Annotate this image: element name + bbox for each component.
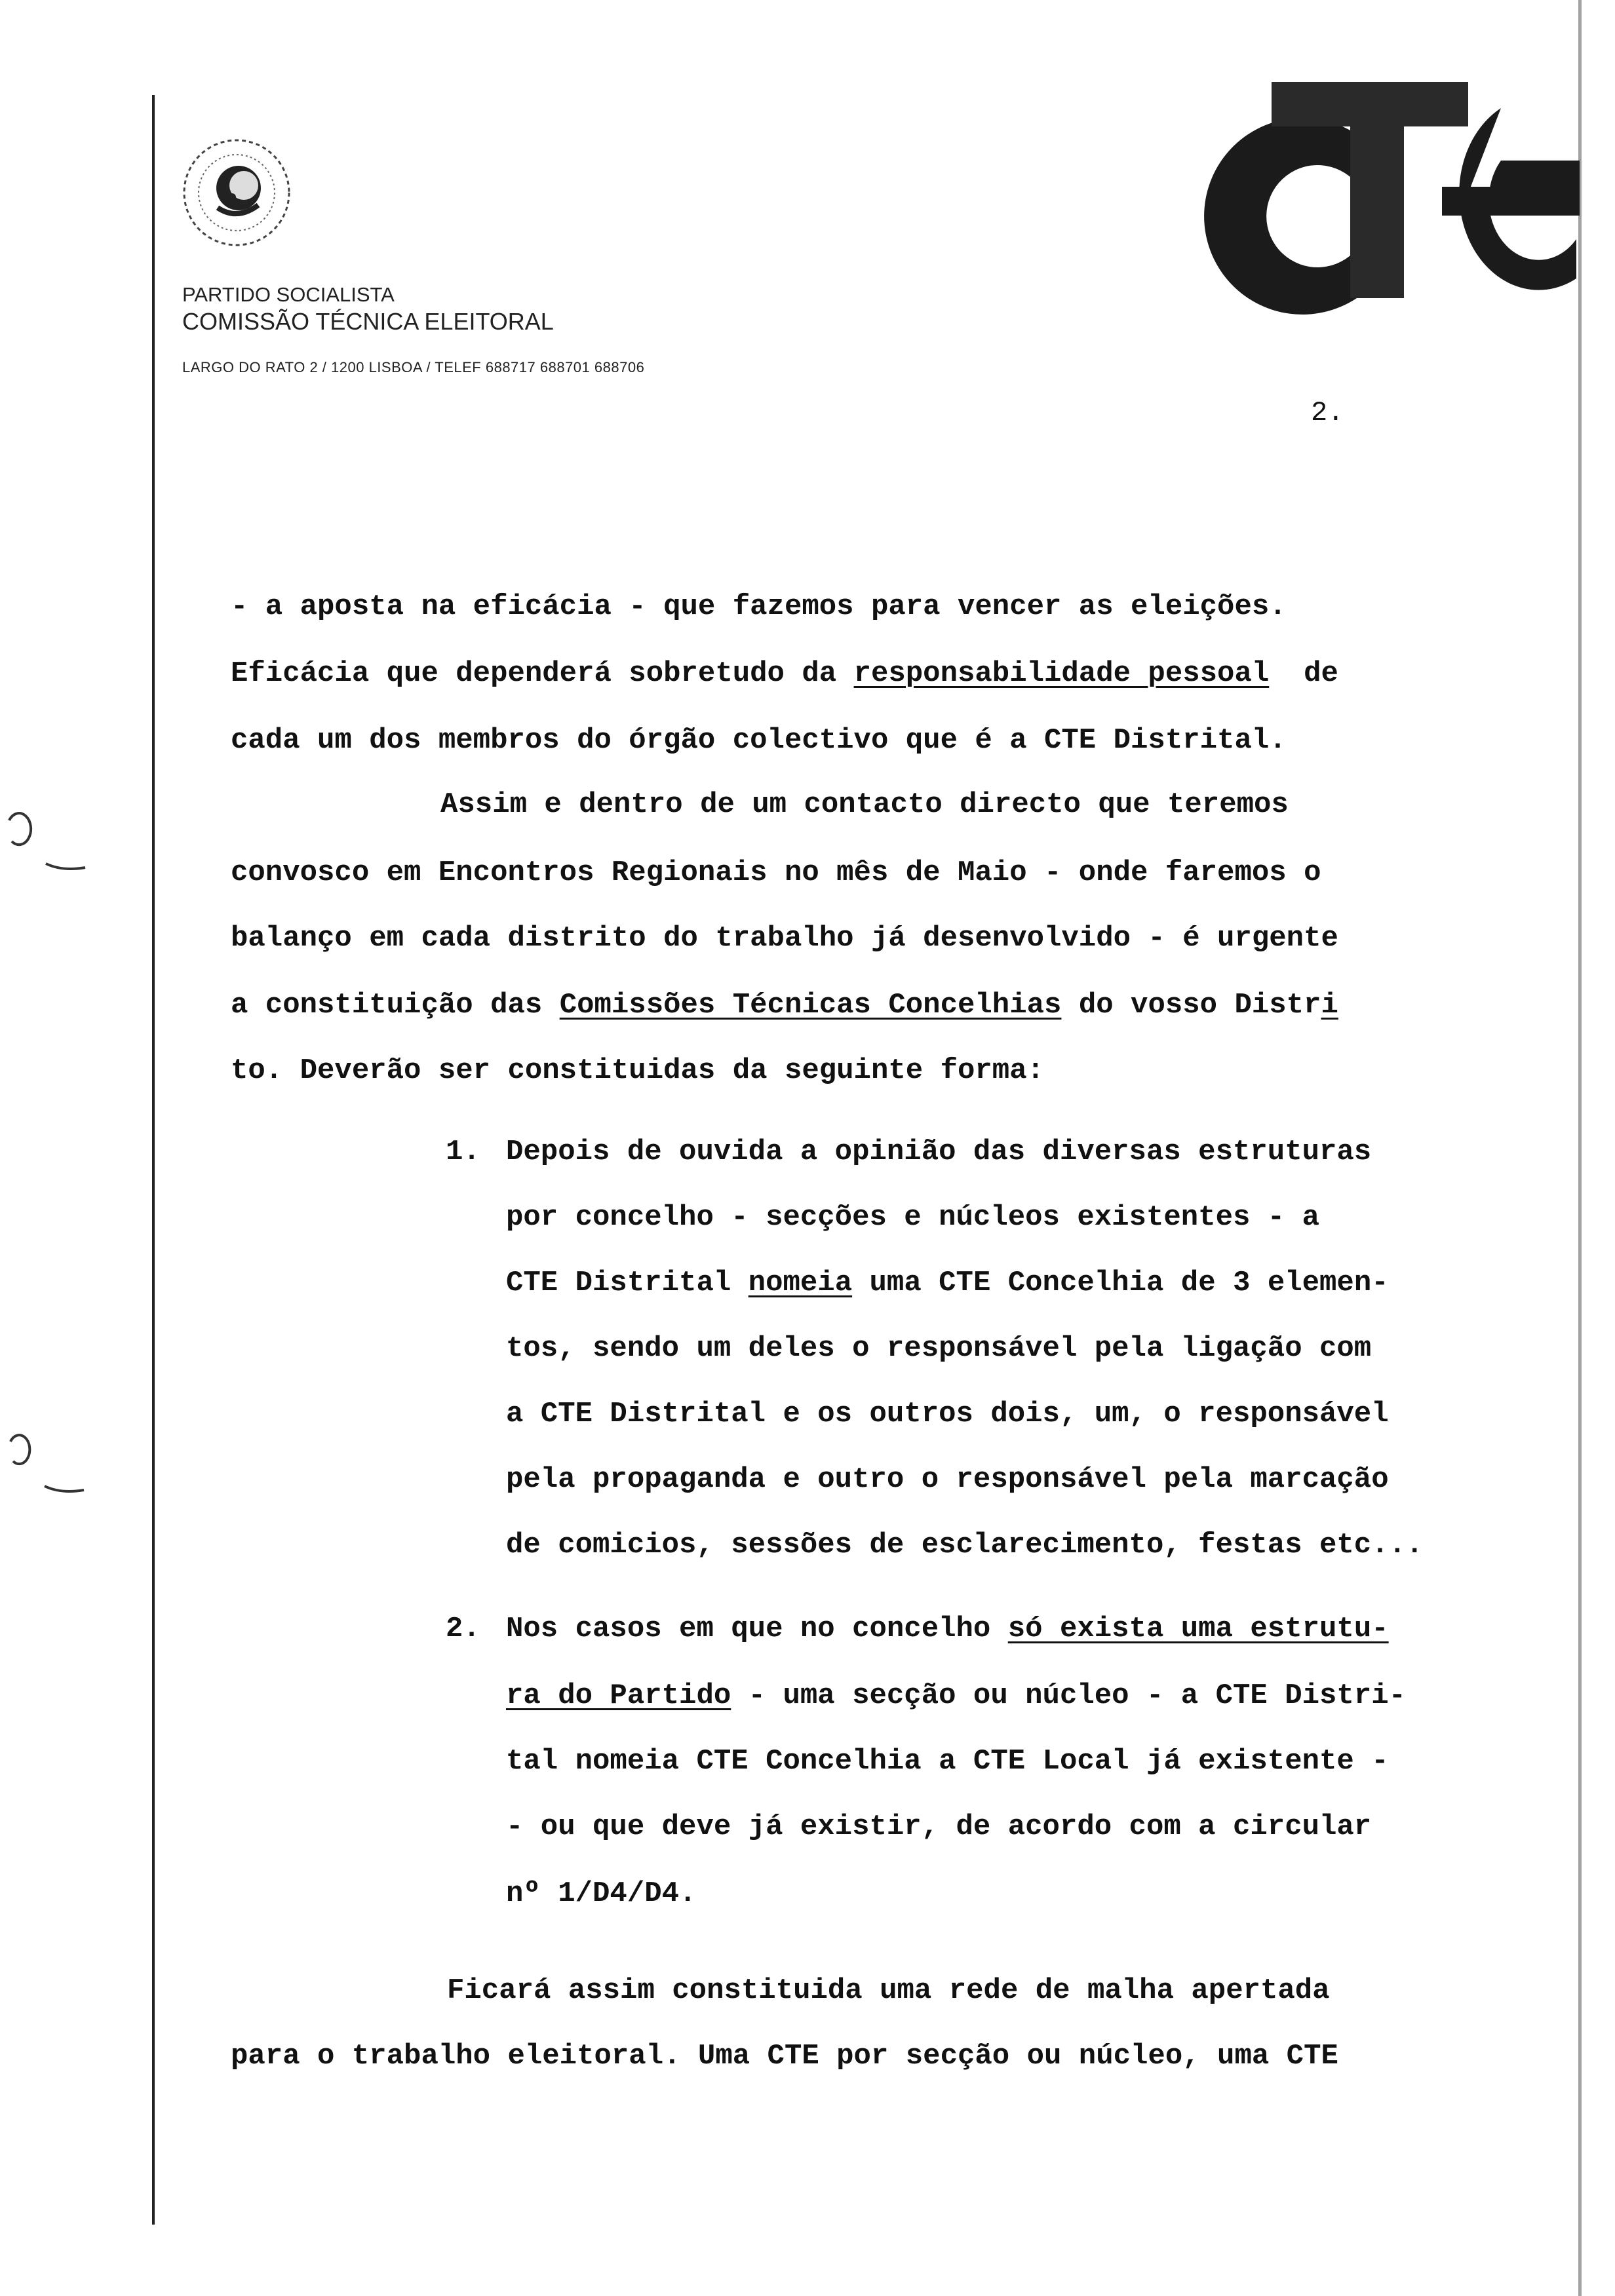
text-line: de comicios, sessões de esclarecimento, festas etc... xyxy=(506,1529,1424,1561)
text-line: tal nomeia CTE Concelhia a CTE Local já existente - xyxy=(506,1745,1389,1778)
text-line: - a aposta na eficácia - que fazemos para vencer as eleições. xyxy=(231,590,1287,623)
text-line: pela propaganda e outro o responsável pela marcação xyxy=(506,1463,1389,1496)
punch-holes xyxy=(0,0,131,1573)
letterhead-address: LARGO DO RATO 2 / 1200 LISBOA / TELEF 688717 688701 688706 xyxy=(182,359,645,375)
party-name: PARTIDO SOCIALISTA xyxy=(182,283,395,306)
list-number: 1. xyxy=(446,1136,480,1168)
page-number: 2. xyxy=(1311,397,1344,429)
text-line: Nos casos em que no concelho só exista uma estrutu- xyxy=(506,1613,1389,1645)
commission-name: COMISSÃO TÉCNICA ELEITORAL xyxy=(182,308,554,335)
cte-logo-icon xyxy=(1193,62,1586,321)
text-line: Assim e dentro de um contacto directo que teremos xyxy=(440,788,1289,821)
text-line: a CTE Distrital e os outros dois, um, o responsável xyxy=(506,1398,1389,1430)
underlined-phrase: nomeia xyxy=(748,1267,853,1299)
text-line: CTE Distrital nomeia uma CTE Concelhia de 3 elemen- xyxy=(506,1267,1389,1299)
underlined-phrase: ra do Partido xyxy=(506,1679,731,1712)
text-line: Ficará assim constituida uma rede de malha apertada xyxy=(447,1974,1330,2007)
text-line: to. Deverão ser constituidas da seguinte forma: xyxy=(231,1054,1045,1087)
text-line: nº 1/D4/D4. xyxy=(506,1877,697,1910)
logo-text: CTE xyxy=(1193,62,1194,63)
party-seal-icon xyxy=(178,134,295,251)
text-line: cada um dos membros do órgão colectivo que é a CTE Distrital. xyxy=(231,724,1287,757)
text-line: Eficácia que dependerá sobretudo da responsabilidade pessoal de xyxy=(231,657,1338,690)
text-line: por concelho - secções e núcleos existentes - a xyxy=(506,1201,1320,1234)
left-margin-rule xyxy=(152,95,155,2225)
text-line: - ou que deve já existir, de acordo com a circular xyxy=(506,1810,1372,1843)
page-edge-shadow xyxy=(1578,0,1582,2296)
text-line: Depois de ouvida a opinião das diversas estruturas xyxy=(506,1136,1372,1168)
underlined-phrase: responsabilidade pessoal xyxy=(853,657,1270,690)
text-line: a constituição das Comissões Técnicas Concelhias do vosso Distri xyxy=(231,989,1338,1022)
list-number: 2. xyxy=(446,1613,480,1645)
text-line: balanço em cada distrito do trabalho já desenvolvido - é urgente xyxy=(231,922,1338,955)
text-line: convosco em Encontros Regionais no mês de Maio - onde faremos o xyxy=(231,856,1321,889)
text-line: para o trabalho eleitoral. Uma CTE por secção ou núcleo, uma CTE xyxy=(231,2040,1338,2073)
underlined-phrase: Comissões Técnicas Concelhias xyxy=(559,989,1062,1022)
text-line: ra do Partido - uma secção ou núcleo - a CTE Distri- xyxy=(506,1679,1407,1712)
underlined-phrase: só exista uma estrutu- xyxy=(1007,1613,1389,1645)
text-line: tos, sendo um deles o responsável pela ligação com xyxy=(506,1332,1372,1365)
